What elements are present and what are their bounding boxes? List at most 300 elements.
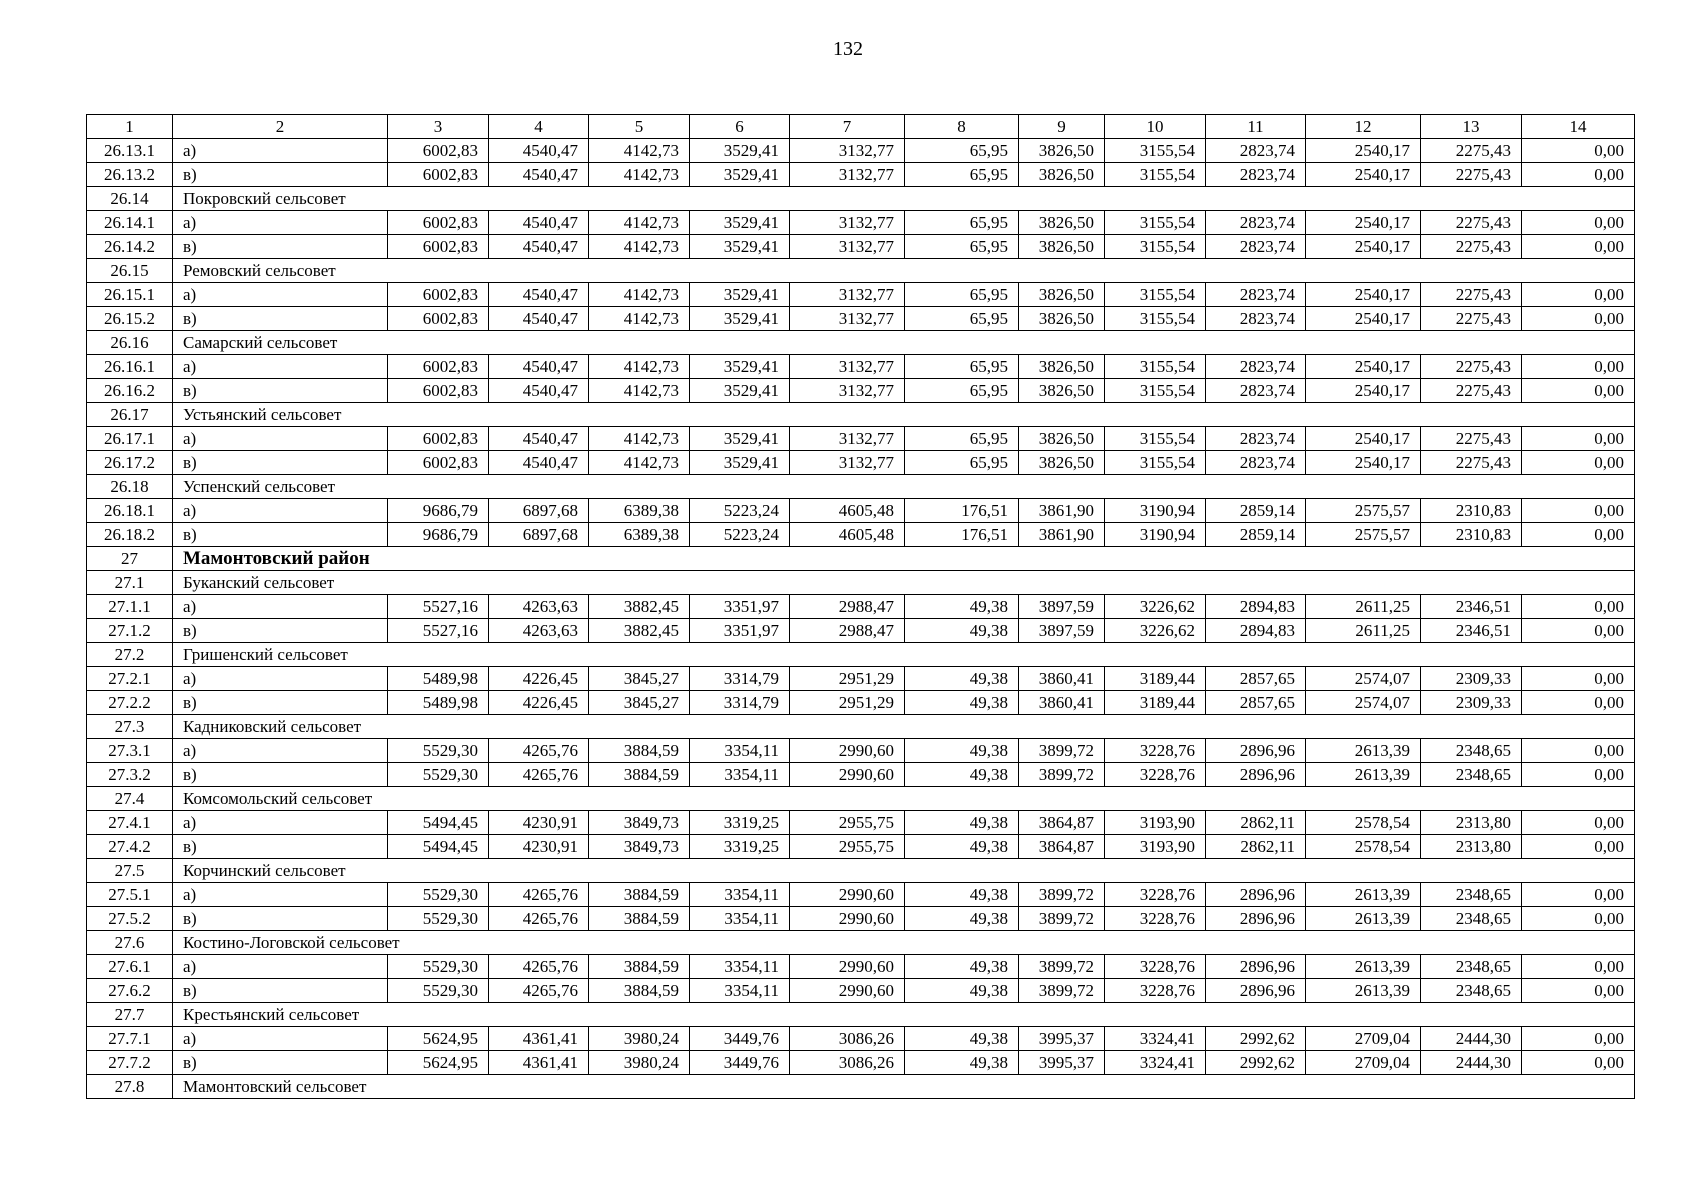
section-name: Буканский сельсовет xyxy=(173,571,1635,595)
cell-col-9: 3826,50 xyxy=(1019,427,1105,451)
cell-col-6: 3354,11 xyxy=(690,907,790,931)
row-number: 26.14 xyxy=(87,187,173,211)
cell-col-12: 2540,17 xyxy=(1306,211,1421,235)
section-name: Покровский сельсовет xyxy=(173,187,1635,211)
cell-col-12: 2540,17 xyxy=(1306,379,1421,403)
cell-col-8: 49,38 xyxy=(905,667,1019,691)
row-number: 27.5.1 xyxy=(87,883,173,907)
row-number: 26.13.2 xyxy=(87,163,173,187)
row-label: в) xyxy=(173,307,388,331)
cell-col-14: 0,00 xyxy=(1522,499,1635,523)
cell-col-11: 2896,96 xyxy=(1206,883,1306,907)
cell-col-4: 4540,47 xyxy=(489,211,589,235)
cell-col-5: 3849,73 xyxy=(589,835,690,859)
row-number: 26.16.2 xyxy=(87,379,173,403)
row-number: 27.2 xyxy=(87,643,173,667)
row-number: 27.7.2 xyxy=(87,1051,173,1075)
cell-col-14: 0,00 xyxy=(1522,907,1635,931)
row-number: 27.1.1 xyxy=(87,595,173,619)
table-row xyxy=(87,1027,1635,1051)
cell-col-14: 0,00 xyxy=(1522,955,1635,979)
cell-col-11: 2857,65 xyxy=(1206,667,1306,691)
cell-col-8: 49,38 xyxy=(905,1027,1019,1051)
row-number: 27 xyxy=(87,547,173,571)
cell-col-12: 2578,54 xyxy=(1306,811,1421,835)
section-name: Кадниковский сельсовет xyxy=(173,715,1635,739)
row-label: а) xyxy=(173,355,388,379)
cell-col-13: 2275,43 xyxy=(1421,163,1522,187)
cell-col-11: 2823,74 xyxy=(1206,163,1306,187)
cell-col-9: 3861,90 xyxy=(1019,523,1105,547)
column-number-4: 4 xyxy=(489,115,589,139)
cell-col-11: 2896,96 xyxy=(1206,907,1306,931)
cell-col-13: 2275,43 xyxy=(1421,139,1522,163)
cell-col-11: 2862,11 xyxy=(1206,811,1306,835)
cell-col-10: 3228,76 xyxy=(1105,907,1206,931)
table-row xyxy=(87,1051,1635,1075)
cell-col-4: 4265,76 xyxy=(489,979,589,1003)
cell-col-8: 176,51 xyxy=(905,523,1019,547)
cell-col-14: 0,00 xyxy=(1522,211,1635,235)
cell-col-12: 2613,39 xyxy=(1306,955,1421,979)
cell-col-7: 2990,60 xyxy=(790,883,905,907)
cell-col-6: 3351,97 xyxy=(690,595,790,619)
cell-col-7: 2990,60 xyxy=(790,739,905,763)
cell-col-10: 3155,54 xyxy=(1105,163,1206,187)
cell-col-11: 2896,96 xyxy=(1206,979,1306,1003)
cell-col-8: 49,38 xyxy=(905,763,1019,787)
cell-col-3: 5624,95 xyxy=(388,1027,489,1051)
section-name: Устьянский сельсовет xyxy=(173,403,1635,427)
cell-col-12: 2540,17 xyxy=(1306,427,1421,451)
cell-col-13: 2275,43 xyxy=(1421,355,1522,379)
cell-col-12: 2611,25 xyxy=(1306,595,1421,619)
cell-col-6: 5223,24 xyxy=(690,523,790,547)
cell-col-10: 3193,90 xyxy=(1105,811,1206,835)
column-number-row xyxy=(87,115,1635,139)
cell-col-7: 2988,47 xyxy=(790,595,905,619)
table-row xyxy=(87,139,1635,163)
cell-col-5: 3884,59 xyxy=(589,979,690,1003)
row-number: 26.13.1 xyxy=(87,139,173,163)
cell-col-13: 2275,43 xyxy=(1421,379,1522,403)
cell-col-13: 2346,51 xyxy=(1421,619,1522,643)
row-label: а) xyxy=(173,499,388,523)
cell-col-12: 2540,17 xyxy=(1306,451,1421,475)
section-header-row xyxy=(87,1003,1635,1027)
cell-col-7: 2955,75 xyxy=(790,835,905,859)
table-row xyxy=(87,235,1635,259)
cell-col-13: 2275,43 xyxy=(1421,211,1522,235)
row-label: в) xyxy=(173,619,388,643)
section-header-row xyxy=(87,259,1635,283)
row-number: 27.4 xyxy=(87,787,173,811)
cell-col-8: 65,95 xyxy=(905,163,1019,187)
cell-col-6: 3529,41 xyxy=(690,211,790,235)
cell-col-5: 4142,73 xyxy=(589,355,690,379)
cell-col-11: 2859,14 xyxy=(1206,523,1306,547)
table-row xyxy=(87,307,1635,331)
cell-col-12: 2613,39 xyxy=(1306,907,1421,931)
cell-col-9: 3860,41 xyxy=(1019,691,1105,715)
cell-col-8: 65,95 xyxy=(905,427,1019,451)
cell-col-6: 3529,41 xyxy=(690,307,790,331)
cell-col-3: 5527,16 xyxy=(388,619,489,643)
cell-col-13: 2275,43 xyxy=(1421,427,1522,451)
cell-col-9: 3826,50 xyxy=(1019,451,1105,475)
cell-col-4: 4540,47 xyxy=(489,139,589,163)
cell-col-5: 3882,45 xyxy=(589,619,690,643)
cell-col-11: 2823,74 xyxy=(1206,307,1306,331)
cell-col-10: 3228,76 xyxy=(1105,955,1206,979)
column-number-14: 14 xyxy=(1522,115,1635,139)
cell-col-10: 3324,41 xyxy=(1105,1051,1206,1075)
cell-col-13: 2348,65 xyxy=(1421,883,1522,907)
table-row xyxy=(87,667,1635,691)
cell-col-10: 3228,76 xyxy=(1105,883,1206,907)
cell-col-6: 3529,41 xyxy=(690,283,790,307)
cell-col-10: 3155,54 xyxy=(1105,235,1206,259)
row-number: 26.14.2 xyxy=(87,235,173,259)
cell-col-5: 6389,38 xyxy=(589,523,690,547)
table-row xyxy=(87,883,1635,907)
row-label: а) xyxy=(173,667,388,691)
table-row xyxy=(87,379,1635,403)
cell-col-5: 3884,59 xyxy=(589,883,690,907)
cell-col-10: 3193,90 xyxy=(1105,835,1206,859)
cell-col-13: 2348,65 xyxy=(1421,739,1522,763)
cell-col-6: 3354,11 xyxy=(690,739,790,763)
cell-col-7: 3132,77 xyxy=(790,139,905,163)
cell-col-9: 3826,50 xyxy=(1019,139,1105,163)
cell-col-12: 2540,17 xyxy=(1306,355,1421,379)
table-row xyxy=(87,595,1635,619)
cell-col-12: 2574,07 xyxy=(1306,667,1421,691)
section-header-row xyxy=(87,187,1635,211)
cell-col-5: 4142,73 xyxy=(589,283,690,307)
cell-col-6: 3449,76 xyxy=(690,1027,790,1051)
row-number: 27.3 xyxy=(87,715,173,739)
cell-col-4: 4361,41 xyxy=(489,1051,589,1075)
row-number: 26.18.2 xyxy=(87,523,173,547)
row-number: 26.18 xyxy=(87,475,173,499)
cell-col-12: 2540,17 xyxy=(1306,283,1421,307)
cell-col-5: 3849,73 xyxy=(589,811,690,835)
table-row xyxy=(87,355,1635,379)
cell-col-14: 0,00 xyxy=(1522,1051,1635,1075)
row-number: 27.2.1 xyxy=(87,667,173,691)
cell-col-3: 9686,79 xyxy=(388,499,489,523)
cell-col-6: 5223,24 xyxy=(690,499,790,523)
cell-col-6: 3314,79 xyxy=(690,691,790,715)
cell-col-14: 0,00 xyxy=(1522,763,1635,787)
row-label: а) xyxy=(173,211,388,235)
cell-col-6: 3529,41 xyxy=(690,355,790,379)
cell-col-11: 2823,74 xyxy=(1206,451,1306,475)
cell-col-10: 3228,76 xyxy=(1105,739,1206,763)
table-row xyxy=(87,283,1635,307)
section-header-row xyxy=(87,787,1635,811)
cell-col-8: 65,95 xyxy=(905,211,1019,235)
cell-col-12: 2540,17 xyxy=(1306,307,1421,331)
cell-col-3: 6002,83 xyxy=(388,139,489,163)
cell-col-4: 4540,47 xyxy=(489,283,589,307)
table-row xyxy=(87,427,1635,451)
row-label: а) xyxy=(173,595,388,619)
cell-col-14: 0,00 xyxy=(1522,619,1635,643)
cell-col-9: 3995,37 xyxy=(1019,1051,1105,1075)
column-number-12: 12 xyxy=(1306,115,1421,139)
cell-col-13: 2348,65 xyxy=(1421,907,1522,931)
cell-col-9: 3899,72 xyxy=(1019,955,1105,979)
table-row xyxy=(87,979,1635,1003)
cell-col-12: 2574,07 xyxy=(1306,691,1421,715)
cell-col-9: 3826,50 xyxy=(1019,211,1105,235)
cell-col-11: 2992,62 xyxy=(1206,1051,1306,1075)
district-name: Мамонтовский район xyxy=(173,547,1635,571)
cell-col-4: 4265,76 xyxy=(489,883,589,907)
cell-col-4: 4226,45 xyxy=(489,691,589,715)
cell-col-11: 2992,62 xyxy=(1206,1027,1306,1051)
row-number: 26.16 xyxy=(87,331,173,355)
cell-col-14: 0,00 xyxy=(1522,595,1635,619)
cell-col-8: 49,38 xyxy=(905,595,1019,619)
cell-col-4: 4265,76 xyxy=(489,739,589,763)
cell-col-7: 3132,77 xyxy=(790,211,905,235)
cell-col-7: 3086,26 xyxy=(790,1027,905,1051)
row-label: а) xyxy=(173,1027,388,1051)
cell-col-3: 6002,83 xyxy=(388,379,489,403)
cell-col-7: 3132,77 xyxy=(790,163,905,187)
cell-col-7: 2990,60 xyxy=(790,907,905,931)
section-header-row xyxy=(87,643,1635,667)
cell-col-7: 2951,29 xyxy=(790,691,905,715)
cell-col-4: 4265,76 xyxy=(489,955,589,979)
column-number-8: 8 xyxy=(905,115,1019,139)
cell-col-13: 2346,51 xyxy=(1421,595,1522,619)
cell-col-3: 6002,83 xyxy=(388,427,489,451)
cell-col-13: 2444,30 xyxy=(1421,1027,1522,1051)
row-number: 27.6.2 xyxy=(87,979,173,1003)
cell-col-13: 2313,80 xyxy=(1421,835,1522,859)
cell-col-4: 4263,63 xyxy=(489,619,589,643)
cell-col-3: 5489,98 xyxy=(388,691,489,715)
cell-col-7: 2990,60 xyxy=(790,763,905,787)
cell-col-5: 4142,73 xyxy=(589,451,690,475)
table-row xyxy=(87,211,1635,235)
cell-col-12: 2540,17 xyxy=(1306,163,1421,187)
cell-col-4: 4540,47 xyxy=(489,355,589,379)
cell-col-14: 0,00 xyxy=(1522,283,1635,307)
row-number: 27.8 xyxy=(87,1075,173,1099)
cell-col-10: 3155,54 xyxy=(1105,211,1206,235)
cell-col-14: 0,00 xyxy=(1522,667,1635,691)
cell-col-5: 4142,73 xyxy=(589,139,690,163)
cell-col-14: 0,00 xyxy=(1522,307,1635,331)
cell-col-9: 3826,50 xyxy=(1019,307,1105,331)
cell-col-14: 0,00 xyxy=(1522,139,1635,163)
cell-col-10: 3155,54 xyxy=(1105,451,1206,475)
cell-col-9: 3897,59 xyxy=(1019,595,1105,619)
row-label: в) xyxy=(173,1051,388,1075)
row-number: 26.14.1 xyxy=(87,211,173,235)
row-number: 26.16.1 xyxy=(87,355,173,379)
cell-col-8: 65,95 xyxy=(905,235,1019,259)
cell-col-12: 2611,25 xyxy=(1306,619,1421,643)
column-number-3: 3 xyxy=(388,115,489,139)
section-name: Мамонтовский сельсовет xyxy=(173,1075,1635,1099)
row-number: 27.4.2 xyxy=(87,835,173,859)
column-number-1: 1 xyxy=(87,115,173,139)
cell-col-7: 2990,60 xyxy=(790,955,905,979)
cell-col-7: 2990,60 xyxy=(790,979,905,1003)
cell-col-13: 2309,33 xyxy=(1421,667,1522,691)
section-name: Ремовский сельсовет xyxy=(173,259,1635,283)
cell-col-12: 2613,39 xyxy=(1306,763,1421,787)
row-number: 26.17 xyxy=(87,403,173,427)
column-number-9: 9 xyxy=(1019,115,1105,139)
cell-col-7: 2955,75 xyxy=(790,811,905,835)
cell-col-9: 3864,87 xyxy=(1019,811,1105,835)
cell-col-4: 4540,47 xyxy=(489,451,589,475)
row-label: а) xyxy=(173,955,388,979)
cell-col-5: 4142,73 xyxy=(589,211,690,235)
column-number-2: 2 xyxy=(173,115,388,139)
cell-col-9: 3860,41 xyxy=(1019,667,1105,691)
cell-col-9: 3826,50 xyxy=(1019,283,1105,307)
cell-col-11: 2896,96 xyxy=(1206,763,1306,787)
cell-col-9: 3899,72 xyxy=(1019,883,1105,907)
cell-col-3: 6002,83 xyxy=(388,283,489,307)
cell-col-3: 5529,30 xyxy=(388,907,489,931)
cell-col-3: 5529,30 xyxy=(388,955,489,979)
section-header-row xyxy=(87,715,1635,739)
cell-col-3: 5494,45 xyxy=(388,835,489,859)
cell-col-14: 0,00 xyxy=(1522,835,1635,859)
row-label: в) xyxy=(173,979,388,1003)
cell-col-13: 2313,80 xyxy=(1421,811,1522,835)
cell-col-9: 3826,50 xyxy=(1019,235,1105,259)
row-label: а) xyxy=(173,811,388,835)
section-header-row xyxy=(87,475,1635,499)
cell-col-9: 3899,72 xyxy=(1019,739,1105,763)
row-label: а) xyxy=(173,427,388,451)
cell-col-5: 3980,24 xyxy=(589,1027,690,1051)
cell-col-10: 3228,76 xyxy=(1105,979,1206,1003)
cell-col-9: 3899,72 xyxy=(1019,907,1105,931)
row-number: 27.2.2 xyxy=(87,691,173,715)
cell-col-7: 4605,48 xyxy=(790,523,905,547)
cell-col-3: 5529,30 xyxy=(388,739,489,763)
cell-col-10: 3228,76 xyxy=(1105,763,1206,787)
cell-col-13: 2348,65 xyxy=(1421,763,1522,787)
cell-col-8: 49,38 xyxy=(905,739,1019,763)
cell-col-13: 2310,83 xyxy=(1421,523,1522,547)
row-number: 27.3.1 xyxy=(87,739,173,763)
cell-col-8: 65,95 xyxy=(905,307,1019,331)
row-number: 27.5 xyxy=(87,859,173,883)
cell-col-4: 6897,68 xyxy=(489,523,589,547)
cell-col-11: 2896,96 xyxy=(1206,739,1306,763)
section-header-row xyxy=(87,931,1635,955)
cell-col-3: 6002,83 xyxy=(388,355,489,379)
cell-col-3: 5529,30 xyxy=(388,763,489,787)
cell-col-8: 49,38 xyxy=(905,955,1019,979)
row-label: в) xyxy=(173,691,388,715)
row-number: 27.7 xyxy=(87,1003,173,1027)
cell-col-14: 0,00 xyxy=(1522,1027,1635,1051)
cell-col-9: 3826,50 xyxy=(1019,379,1105,403)
cell-col-12: 2540,17 xyxy=(1306,235,1421,259)
column-number-5: 5 xyxy=(589,115,690,139)
cell-col-6: 3529,41 xyxy=(690,163,790,187)
cell-col-6: 3529,41 xyxy=(690,451,790,475)
cell-col-4: 4230,91 xyxy=(489,835,589,859)
cell-col-10: 3226,62 xyxy=(1105,595,1206,619)
cell-col-3: 5489,98 xyxy=(388,667,489,691)
cell-col-10: 3155,54 xyxy=(1105,307,1206,331)
cell-col-12: 2575,57 xyxy=(1306,499,1421,523)
cell-col-4: 4540,47 xyxy=(489,379,589,403)
cell-col-9: 3899,72 xyxy=(1019,763,1105,787)
cell-col-14: 0,00 xyxy=(1522,451,1635,475)
table-body xyxy=(87,139,1635,1099)
row-number: 27.7.1 xyxy=(87,1027,173,1051)
row-number: 27.6.1 xyxy=(87,955,173,979)
row-label: в) xyxy=(173,835,388,859)
cell-col-14: 0,00 xyxy=(1522,427,1635,451)
cell-col-3: 6002,83 xyxy=(388,235,489,259)
row-number: 27.1 xyxy=(87,571,173,595)
row-number: 26.15 xyxy=(87,259,173,283)
table-row xyxy=(87,523,1635,547)
cell-col-10: 3189,44 xyxy=(1105,691,1206,715)
cell-col-13: 2444,30 xyxy=(1421,1051,1522,1075)
cell-col-3: 6002,83 xyxy=(388,163,489,187)
row-label: в) xyxy=(173,451,388,475)
cell-col-7: 2988,47 xyxy=(790,619,905,643)
cell-col-8: 65,95 xyxy=(905,451,1019,475)
cell-col-8: 49,38 xyxy=(905,907,1019,931)
cell-col-10: 3226,62 xyxy=(1105,619,1206,643)
column-number-11: 11 xyxy=(1206,115,1306,139)
cell-col-10: 3190,94 xyxy=(1105,499,1206,523)
section-header-row xyxy=(87,859,1635,883)
row-number: 26.15.2 xyxy=(87,307,173,331)
page-number: 132 xyxy=(833,38,863,60)
cell-col-7: 4605,48 xyxy=(790,499,905,523)
cell-col-6: 3354,11 xyxy=(690,883,790,907)
table-row xyxy=(87,163,1635,187)
row-number: 26.17.2 xyxy=(87,451,173,475)
row-label: в) xyxy=(173,235,388,259)
section-header-row xyxy=(87,331,1635,355)
cell-col-9: 3826,50 xyxy=(1019,163,1105,187)
cell-col-5: 4142,73 xyxy=(589,427,690,451)
cell-col-7: 3132,77 xyxy=(790,379,905,403)
table-row xyxy=(87,907,1635,931)
table-row xyxy=(87,739,1635,763)
row-label: а) xyxy=(173,739,388,763)
cell-col-13: 2348,65 xyxy=(1421,979,1522,1003)
column-number-6: 6 xyxy=(690,115,790,139)
cell-col-3: 5527,16 xyxy=(388,595,489,619)
cell-col-12: 2709,04 xyxy=(1306,1051,1421,1075)
cell-col-5: 3882,45 xyxy=(589,595,690,619)
row-number: 26.18.1 xyxy=(87,499,173,523)
cell-col-4: 4540,47 xyxy=(489,427,589,451)
cell-col-5: 4142,73 xyxy=(589,235,690,259)
